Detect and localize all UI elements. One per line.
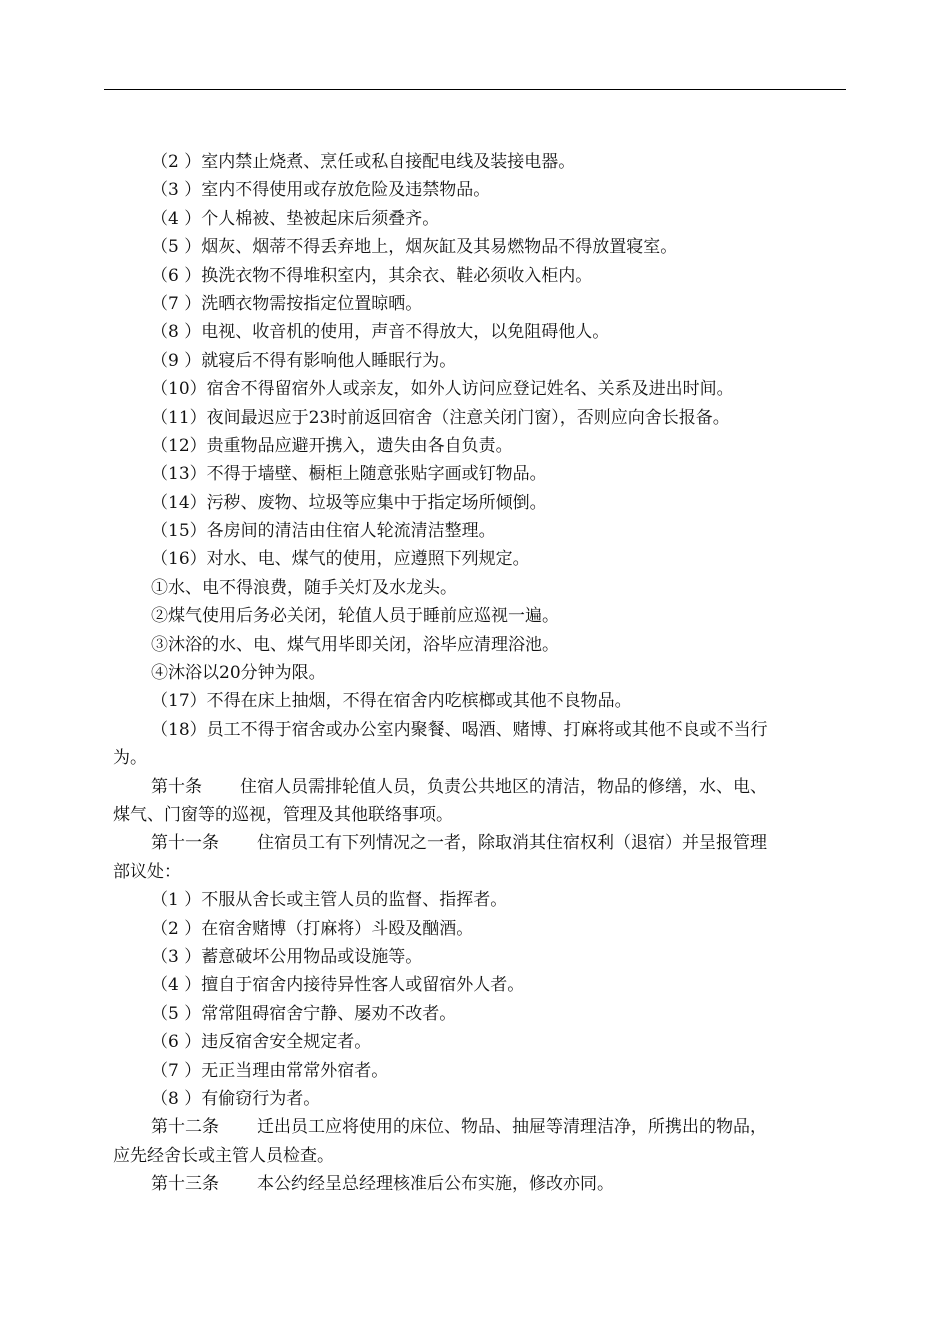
article-11-item: （5 ）常常阻碍宿舍宁静、屡劝不改者。 — [151, 1003, 457, 1024]
article-number: 第十二条 — [151, 1117, 219, 1138]
rule-item: （4 ）个人棉被、垫被起床后须叠齐。 — [151, 208, 440, 229]
rule-item: （2 ）室内禁止烧煮、烹任或私自接配电线及装接电器。 — [151, 152, 576, 172]
sub-rule-item: ④沐浴以20分钟为限。 — [151, 663, 326, 684]
rule-item: （12）贵重物品应避开携入，遗失由各自负责。 — [151, 435, 513, 456]
rule-item-continuation: 为。 — [113, 748, 147, 769]
article-11-item: （1 ）不服从舍长或主管人员的监督、指挥者。 — [151, 890, 508, 911]
rule-item: （18）员工不得于宿舍或办公室内聚餐、喝酒、赌博、打麻将或其他不良或不当行 — [151, 719, 768, 740]
rule-item: （15）各房间的清洁由住宿人轮流清洁整理。 — [151, 521, 496, 542]
article-11-item: （8 ）有偷窃行为者。 — [151, 1088, 321, 1109]
article-text: 本公约经呈总经理核准后公布实施，修改亦同。 — [257, 1174, 614, 1195]
article-text: 住宿人员需排轮值人员，负责公共地区的清洁，物品的修缮，水、电、 — [240, 776, 767, 797]
sub-rule-item: ③沐浴的水、电、煤气用毕即关闭，浴毕应清理浴池。 — [151, 634, 559, 655]
rule-item: （5 ）烟灰、烟蒂不得丢弃地上，烟灰缸及其易燃物品不得放置寝室。 — [151, 237, 678, 258]
article-text: 迁出员工应将使用的床位、物品、抽屉等清理洁净，所携出的物品， — [257, 1117, 767, 1138]
rule-item: （10）宿舍不得留宿外人或亲友，如外人访问应登记姓名、关系及进出时间。 — [151, 379, 734, 400]
article-12 — [113, 1113, 843, 1141]
article-11 — [113, 829, 843, 857]
article-13 — [113, 1170, 843, 1198]
article-number: 第十条 — [151, 776, 202, 797]
article-number: 第十一条 — [151, 833, 219, 854]
rule-item: （9 ）就寝后不得有影响他人睡眠行为。 — [151, 350, 457, 371]
rule-item: （7 ）洗晒衣物需按指定位置晾晒。 — [151, 293, 423, 314]
rule-item: （17）不得在床上抽烟，不得在宿舍内吃槟榔或其他不良物品。 — [151, 691, 632, 712]
article-continuation: 应先经舍长或主管人员检查。 — [113, 1145, 334, 1166]
rule-item: （3 ）室内不得使用或存放危险及违禁物品。 — [151, 180, 491, 201]
article-11-item: （4 ）擅自于宿舍内接待异性客人或留宿外人者。 — [151, 975, 525, 996]
article-11-item: （3 ）蓄意破坏公用物品或设施等。 — [151, 946, 423, 967]
rule-item: （16）对水、电、煤气的使用，应遵照下列规定。 — [151, 549, 530, 570]
article-number: 第十三条 — [151, 1174, 219, 1195]
article-text: 住宿员工有下列情况之一者，除取消其住宿权利（退宿）并呈报管理 — [257, 833, 767, 854]
rule-item: （13）不得于墙壁、橱柜上随意张贴字画或钉物品。 — [151, 464, 547, 485]
header-rule — [104, 89, 846, 90]
sub-rule-item: ①水、电不得浪费，随手关灯及水龙头。 — [151, 577, 457, 598]
rule-item: （6 ）换洗衣物不得堆积室内，其余衣、鞋必须收入柜内。 — [151, 265, 593, 286]
article-11-item: （2 ）在宿舍赌博（打麻将）斗殴及酗酒。 — [151, 918, 474, 939]
article-11-item: （6 ）违反宿舍安全规定者。 — [151, 1032, 372, 1053]
article-11-item: （7 ）无正当理由常常外宿者。 — [151, 1060, 389, 1081]
rule-item: （14）污秽、废物、垃圾等应集中于指定场所倾倒。 — [151, 492, 547, 513]
rule-item: （8 ）电视、收音机的使用，声音不得放大，以免阻碍他人。 — [151, 322, 610, 343]
rule-item: （11）夜间最迟应于23时前返回宿舍（注意关闭门窗），否则应向舍长报备。 — [151, 407, 730, 428]
article-10 — [113, 773, 843, 801]
document-body — [113, 148, 843, 1198]
sub-rule-item: ②煤气使用后务必关闭，轮值人员于睡前应巡视一遍。 — [151, 606, 559, 627]
article-continuation: 煤气、门窗等的巡视，管理及其他联络事项。 — [113, 804, 453, 825]
article-continuation: 部议处： — [113, 861, 181, 882]
